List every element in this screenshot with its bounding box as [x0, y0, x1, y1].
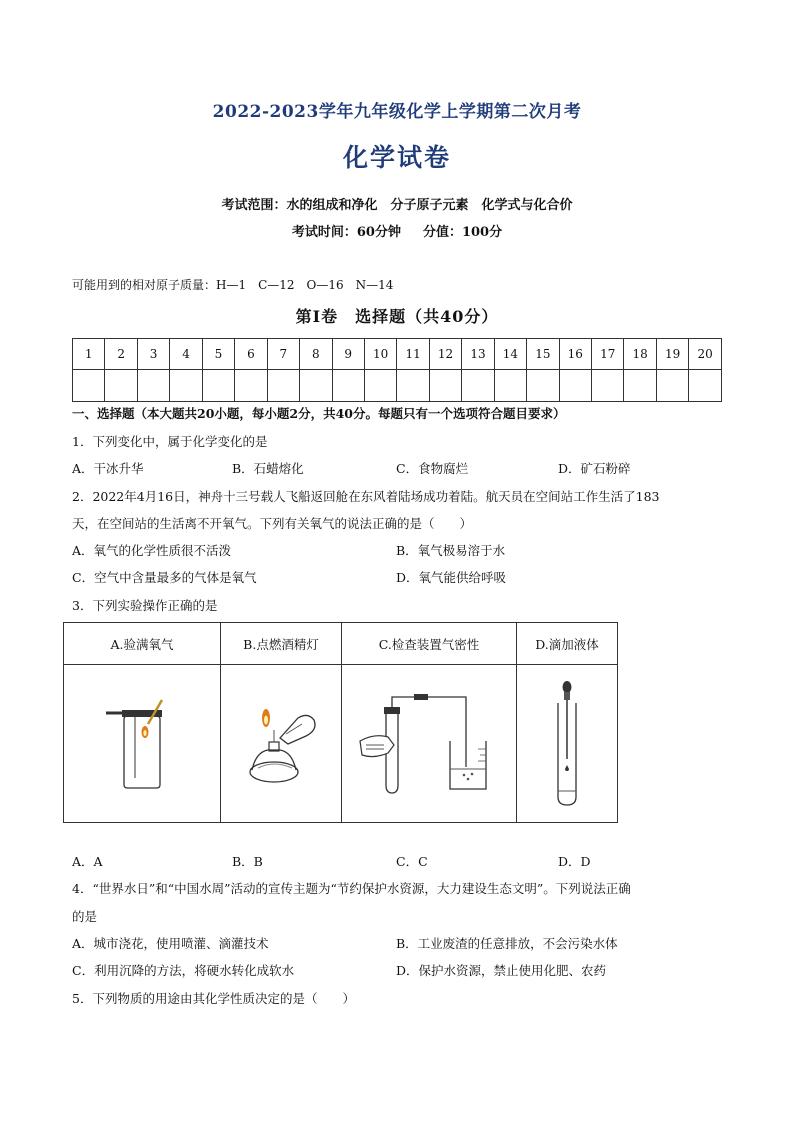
q2-option-d: D．氧气能供给呼吸 [396, 570, 507, 585]
answer-number: 17 [592, 339, 624, 370]
answer-cell[interactable] [429, 370, 461, 402]
q4-option-d: D．保护水资源，禁止使用化肥、农药 [396, 963, 607, 978]
q3-header-c: C.检查装置气密性 [342, 623, 517, 665]
answer-number: 20 [689, 339, 722, 370]
q1-option-b: B．石蜡熔化 [232, 461, 304, 476]
answer-number: 12 [429, 339, 461, 370]
answer-number: 14 [494, 339, 526, 370]
answer-cell[interactable] [462, 370, 494, 402]
section-title: 第Ⅰ卷 选择题（共40分） [295, 307, 499, 326]
answer-cell[interactable] [202, 370, 234, 402]
answer-cell[interactable] [300, 370, 332, 402]
answer-cell[interactable] [170, 370, 202, 402]
answer-cell[interactable] [137, 370, 169, 402]
answer-number: 1 [73, 339, 105, 370]
answer-number: 15 [527, 339, 559, 370]
answer-cell[interactable] [105, 370, 137, 402]
answer-grid-numbers [73, 339, 722, 370]
q2-option-c: C．空气中含量最多的气体是氧气 [72, 570, 257, 585]
answer-number: 19 [656, 339, 688, 370]
exam-scope: 考试范围：水的组成和净化 分子原子元素 化学式与化合价 [221, 198, 573, 213]
answer-number: 13 [462, 339, 494, 370]
q1-option-a: A．干冰升华 [72, 461, 144, 476]
answer-cell[interactable] [332, 370, 364, 402]
q4-option-c: C．利用沉降的方法，将硬水转化成软水 [72, 963, 295, 978]
q1-option-d: D．矿石粉碎 [558, 461, 631, 476]
q3-option-c: C．C [396, 854, 428, 869]
answer-number: 11 [397, 339, 429, 370]
q2-stem-line2: 天，在空间站的生活离不开氧气。下列有关氧气的说法正确的是（ ） [72, 516, 473, 531]
q3-image-c [342, 665, 517, 823]
answer-number: 7 [267, 339, 299, 370]
airtightness-check-illustration [354, 689, 504, 799]
exam-time: 考试时间：60分钟 [291, 225, 401, 240]
q3-header-d: D.滴加液体 [517, 623, 618, 665]
q2-option-b: B．氧气极易溶于水 [396, 543, 506, 558]
answer-number: 3 [137, 339, 169, 370]
answer-cell[interactable] [73, 370, 105, 402]
answer-number: 8 [300, 339, 332, 370]
dropper-tube-illustration [547, 679, 587, 809]
alcohol-lamp-illustration [236, 694, 326, 794]
q4-stem-line2: 的是 [72, 909, 98, 924]
answer-number: 9 [332, 339, 364, 370]
q2-stem-line1: 2．2022年4月16日，神舟十三号载人飞船返回舱在东风着陆场成功着陆。航天员在空间站工作生活了183 [72, 489, 660, 504]
answer-number: 16 [559, 339, 591, 370]
answer-number: 2 [105, 339, 137, 370]
answer-cell[interactable] [267, 370, 299, 402]
q3-image-d [517, 665, 618, 823]
answer-grid-blanks [73, 370, 722, 402]
q3-header-b: B.点燃酒精灯 [221, 623, 342, 665]
answer-number: 4 [170, 339, 202, 370]
q3-header-a: A.验满氧气 [64, 623, 221, 665]
q4-option-b: B．工业废渣的任意排放，不会污染水体 [396, 936, 618, 951]
answer-cell[interactable] [235, 370, 267, 402]
answer-number: 6 [235, 339, 267, 370]
q3-option-a: A．A [72, 854, 103, 869]
q3-image-a [64, 665, 221, 823]
exam-title: 化学试卷 [342, 143, 451, 172]
q3-image-b [221, 665, 342, 823]
answer-number: 18 [624, 339, 656, 370]
instructions: 一、选择题（本大题共20小题，每小题2分，共40分。每题只有一个选项符合题目要求） [72, 406, 566, 421]
answer-cell[interactable] [527, 370, 559, 402]
answer-cell[interactable] [624, 370, 656, 402]
q3-experiment-table [63, 622, 618, 823]
atomic-masses: 可能用到的相对原子质量：H—1 C—12 O—16 N—14 [72, 278, 394, 292]
answer-number: 10 [364, 339, 396, 370]
q5-stem: 5．下列物质的用途由其化学性质决定的是（ ） [72, 991, 355, 1006]
q1-stem: 1．下列变化中，属于化学变化的是 [72, 434, 268, 449]
answer-cell[interactable] [397, 370, 429, 402]
q3-option-d: D．D [558, 854, 591, 869]
q3-stem: 3．下列实验操作正确的是 [72, 598, 218, 613]
q4-stem-line1: 4．“世界水日”和“中国水周”活动的宣传主题为“节约保护水资源，大力建设生态文明”。下列说法正确 [72, 881, 631, 896]
gas-bottle-test-illustration [102, 694, 182, 794]
exam-score: 分值：100分 [422, 225, 503, 240]
answer-cell[interactable] [364, 370, 396, 402]
answer-grid [72, 338, 722, 402]
q1-option-c: C．食物腐烂 [396, 461, 469, 476]
answer-cell[interactable] [494, 370, 526, 402]
answer-cell[interactable] [592, 370, 624, 402]
answer-cell[interactable] [656, 370, 688, 402]
q2-option-a: A．氧气的化学性质很不活泼 [72, 543, 232, 558]
q4-option-a: A．城市浇花，使用喷灌、滴灌技术 [72, 936, 269, 951]
answer-cell[interactable] [559, 370, 591, 402]
q3-option-b: B．B [232, 854, 263, 869]
exam-subtitle: 2022-2023学年九年级化学上学期第二次月考 [212, 102, 582, 122]
answer-number: 5 [202, 339, 234, 370]
answer-cell[interactable] [689, 370, 722, 402]
exam-time-score [0, 221, 794, 240]
